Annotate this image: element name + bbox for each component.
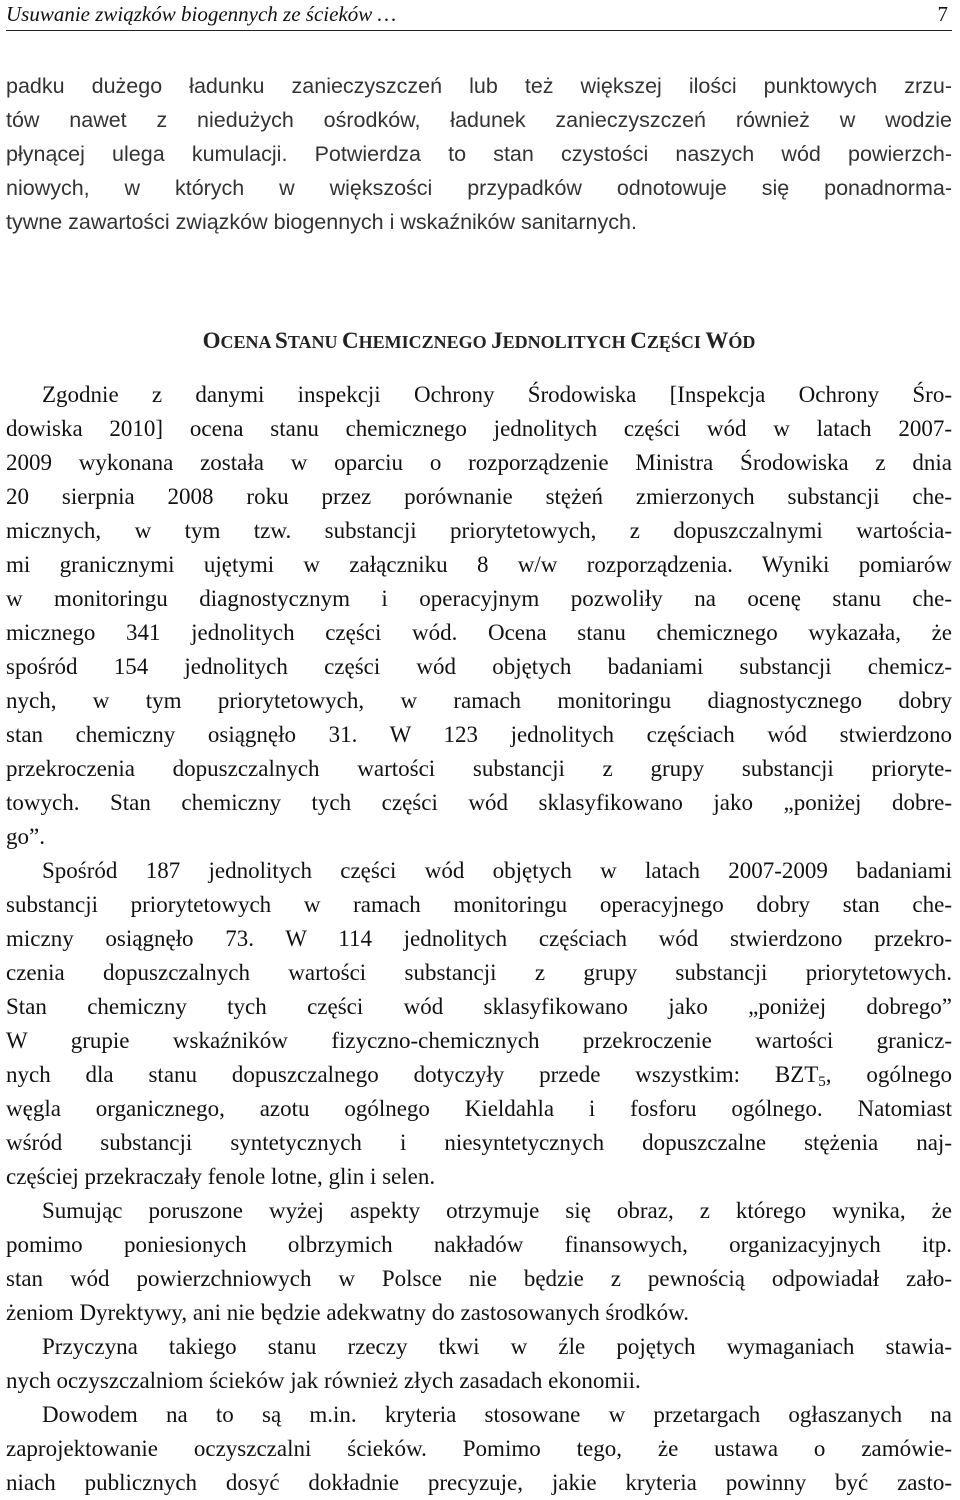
text-line: niowych, w których w większości przypadków odnotowuje się ponadnorma- — [6, 176, 952, 200]
running-header — [6, 0, 952, 31]
running-header-title: Usuwanie związków biogennych ze ścieków … — [6, 2, 397, 26]
text-line: czenia dopuszczalnych wartości substancji z grupy substancji priorytetowych. — [6, 960, 952, 985]
section-heading: OCENA STANU CHEMICZNEGO JEDNOLITYCH CZĘŚCI WÓD — [202, 328, 756, 353]
text-line: dowiska 2010] ocena stanu chemicznego jednolitych części wód w latach 2007- — [6, 416, 952, 441]
text-line: Przyczyna takiego stanu rzeczy tkwi w źle pojętych wymaganiach stawia- — [42, 1334, 952, 1359]
text-line: Dowodem na to są m.in. kryteria stosowane w przetargach ogłaszanych na — [42, 1402, 952, 1427]
bzt-subscript: 5 — [818, 1074, 826, 1090]
bzt-line-tail: , ogólnego — [825, 1062, 952, 1087]
text-line: przekroczenia dopuszczalnych wartości substancji z grupy substancji prioryte- — [6, 756, 952, 781]
main-text — [6, 378, 952, 1500]
text-line: płynącej ulega kumulacji. Potwierdza to stan czystości naszych wód powierzch- — [6, 142, 952, 166]
text-line: nych oczyszczalniom ścieków jak również złych zasadach ekonomii. — [6, 1368, 641, 1393]
text-line: go”. — [6, 824, 45, 849]
text-line: Spośród 187 jednolitych części wód objętych w latach 2007-2009 badaniami — [42, 858, 952, 883]
page-body — [6, 69, 952, 1500]
text-line: padku dużego ładunku zanieczyszczeń lub też większej ilości punktowych zrzu- — [6, 74, 952, 98]
intro-paragraph — [6, 69, 952, 239]
text-line: miczny osiągnęło 73. W 114 jednolitych częściach wód stwierdzono przekro- — [6, 926, 952, 951]
text-line: żeniom Dyrektywy, ani nie będzie adekwatny do zastosowanych środków. — [6, 1300, 689, 1325]
text-line: Stan chemiczny tych części wód sklasyfikowano jako „poniżej dobrego” — [6, 994, 952, 1019]
text-line: micznego 341 jednolitych części wód. Ocena stanu chemicznego wykazała, że — [6, 620, 952, 645]
text-line: zaprojektowanie oczyszczalni ścieków. Pomimo tego, że ustawa o zamówie- — [6, 1436, 952, 1461]
text-line: niach publicznych dosyć dokładnie precyzuje, jakie kryteria powinny być zasto- — [6, 1470, 952, 1495]
text-line: spośród 154 jednolitych części wód objętych badaniami substancji chemicz- — [6, 654, 952, 679]
text-line: Sumując poruszone wyżej aspekty otrzymuje się obraz, z którego wynika, że — [42, 1198, 952, 1223]
text-line: pomimo poniesionych olbrzymich nakładów finansowych, organizacyjnych itp. — [6, 1232, 952, 1257]
text-line-bzt — [6, 1058, 952, 1092]
text-line: wśród substancji syntetycznych i niesyntetycznych dopuszczalne stężenia naj- — [6, 1130, 952, 1155]
text-line: mi granicznymi ujętymi w załączniku 8 w/w rozporządzenia. Wyniki pomiarów — [6, 552, 952, 577]
page-number: 7 — [937, 2, 948, 26]
text-line: Zgodnie z danymi inspekcji Ochrony Środowiska [Inspekcja Ochrony Śro- — [42, 382, 952, 407]
text-line: tów nawet z niedużych ośrodków, ładunek zanieczyszczeń również w wodzie — [6, 108, 952, 132]
text-line: 20 sierpnia 2008 roku przez porównanie stężeń zmierzonych substancji che- — [6, 484, 952, 509]
text-line: W grupie wskaźników fizyczno-chemicznych przekroczenie wartości granicz- — [6, 1028, 952, 1053]
text-line: towych. Stan chemiczny tych części wód sklasyfikowano jako „poniżej dobre- — [6, 790, 952, 815]
text-line: stan wód powierzchniowych w Polsce nie będzie z pewnością odpowiadał zało- — [6, 1266, 952, 1291]
text-line: węgla organicznego, azotu ogólnego Kieldahla i fosforu ogólnego. Natomiast — [6, 1096, 952, 1121]
text-line: tywne zawartości związków biogennych i wskaźników sanitarnych. — [6, 210, 637, 234]
text-line: stan chemiczny osiągnęło 31. W 123 jednolitych częściach wód stwierdzono — [6, 722, 952, 747]
text-line: micznych, w tym tzw. substancji priorytetowych, z dopuszczalnymi wartościa- — [6, 518, 952, 543]
bzt-line-text: nych dla stanu dopuszczalnego dotyczyły przede wszystkim: BZT — [6, 1062, 819, 1087]
text-line: 2009 wykonana została w oparciu o rozporządzenie Ministra Środowiska z dnia — [6, 450, 952, 475]
text-line: częściej przekraczały fenole lotne, glin i selen. — [6, 1164, 436, 1189]
text-line: substancji priorytetowych w ramach monitoringu operacyjnego dobry stan che- — [6, 892, 952, 917]
text-line: nych, w tym priorytetowych, w ramach monitoringu diagnostycznego dobry — [6, 688, 952, 713]
text-line: w monitoringu diagnostycznym i operacyjnym pozwoliły na ocenę stanu che- — [6, 586, 952, 611]
